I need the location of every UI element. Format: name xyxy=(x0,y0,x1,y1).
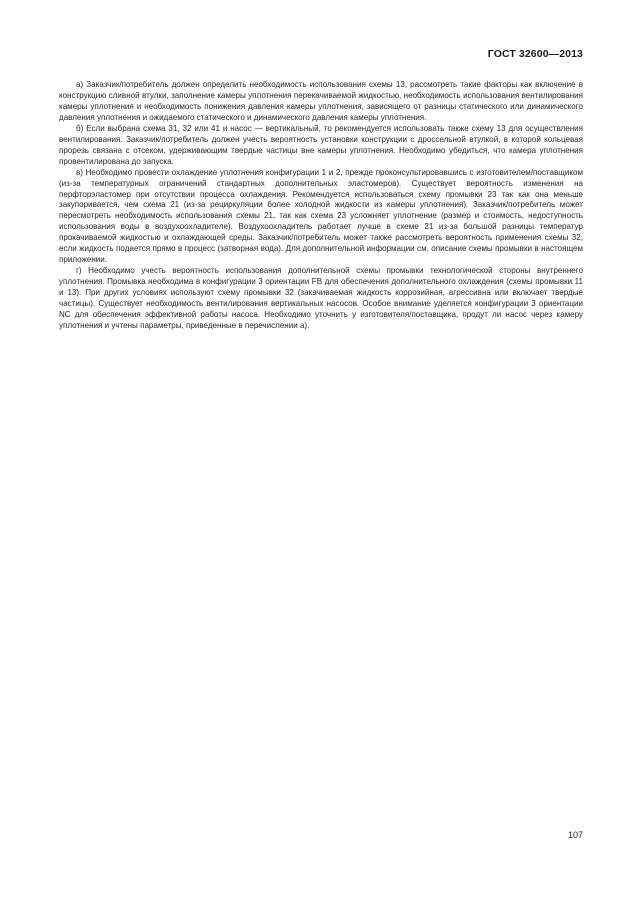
paragraph-a: а) Заказчик/потребитель должен определить необходимость использования схемы 13, рассмотреть такие факторы как включение в конструкцию сливной втулки, заполнение камеры уплотнения перекачиваемой жидкостью, необходимость использования вентилирования камеры уплотнения и необходимость понижения давления камеры уплотнения, зависящего от разницы статического или динамического давления уплотнения и ожидаемого статического и динамического давления камеры уплотнения. xyxy=(59,80,583,122)
paragraph-v: в) Необходимо провести охлаждение уплотнения конфигурации 1 и 2, прежде проконсультировавшись с изготовителем/поставщиком (из-за температурных ограничений стандартных дополнительных эластомеров). Существует вероятность изменения на перфторэластомер при отсутствии процесса охлаждения. Рекомендуется использоваться схему промывки 23 так как она меньше закупоривается, чем схема 21 (из-за рециркуляции более холодной жидкости из камеры уплотнения). Заказчик/потребитель может пересмотреть необходимость использования схемы 21, так как схема 23 усложняет уплотнение (размер и стоимость, недоступность использования воды в воздухоохладителе). Воздухоохладитель работает лучше в схеме 21 из-за большой разницы температур прокачиваемой жидкостью и охлаждающей среды. Заказчик/потребитель может также рассмотреть вероятность применения схемы 32, если жидкость подается прямо в процесс (затворная вода). Для дополнительной информации см. описание схемы промывки в настоящем приложении. xyxy=(59,167,583,265)
main-text xyxy=(59,80,583,332)
page-number: 107 xyxy=(567,830,583,840)
standard-header: ГОСТ 32600—2013 xyxy=(487,48,583,60)
paragraph-b: б) Если выбрана схема 31, 32 или 41 и насос — вертикальный, то рекомендуется использовать также схему 13 для осуществления вентилирования. Заказчик/потребитель должен учесть вероятность установки конструкции с дроссельной втулкой, в которой кольцевая прорезь связана с отсеком, удерживающим твердые частицы вне камеры уплотнения. Необходимо убедиться, что камера уплотнения провентилирована до запуска. xyxy=(59,123,583,166)
paragraph-g: г) Необходимо учесть вероятность использования дополнительной схемы промывки технологической стороны внутреннего уплотнения. Промывка необходима в конфигурации 3 ориентации FB для обеспечения дополнительного охлаждения (схемы промывки 11 и 13). При других условиях используют схему промывки 32 (закачиваемая жидкость коррозийная, агрессивна или включает твердые частицы). Существует необходимость вентилирования вертикальных насосов. Особое внимание уделяется конфигурации 3 ориентации NC для обеспечения эффективной работы насоса. Необходимо уточнить у изготовителя/поставщика, продут ли насос через камеру уплотнения и учтены параметры, приведенные в перечислении а). xyxy=(59,266,583,330)
